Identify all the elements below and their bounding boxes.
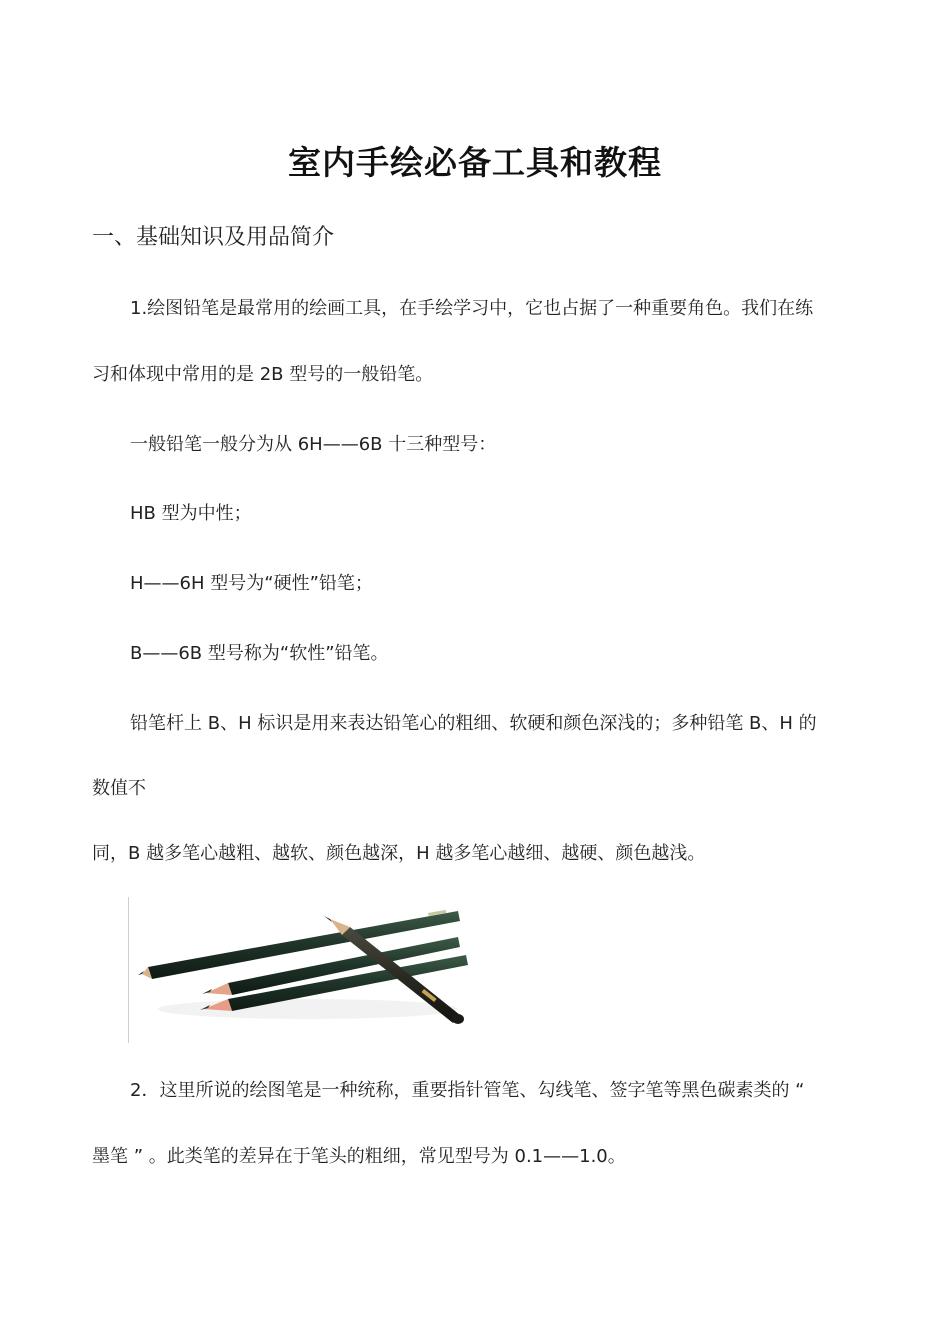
pencils-illustration bbox=[128, 897, 488, 1043]
paragraph-hb: HB 型为中性； bbox=[130, 503, 252, 524]
pencils-photo-icon bbox=[128, 897, 488, 1043]
paragraph-1-line-2: 习和体现中常用的是 2B 型号的一般铅笔。 bbox=[92, 364, 434, 385]
paragraph-marks-line-2: 数值不 bbox=[92, 778, 146, 799]
paragraph-1-line-1: 1.绘图铅笔是最常用的绘画工具，在手绘学习中，它也占据了一种重要角色。我们在练 bbox=[130, 298, 814, 319]
paragraph-soft: B——6B 型号称为“软性”铅笔。 bbox=[130, 643, 389, 664]
page-title: 室内手绘必备工具和教程 bbox=[288, 143, 662, 182]
section-heading: 一、基础知识及用品简介 bbox=[92, 225, 335, 250]
paragraph-marks-line-3: 同，B 越多笔心越粗、越软、颜色越深，H 越多笔心越细、越硬、颜色越浅。 bbox=[92, 843, 706, 864]
paragraph-2-line-1: 2．这里所说的绘图笔是一种统称，重要指针管笔、勾线笔、签字笔等黑色碳素类的 “ bbox=[130, 1080, 805, 1101]
paragraph-marks-line-1: 铅笔杆上 B、H 标识是用来表达铅笔心的粗细、软硬和颜色深浅的；多种铅笔 B、H 的 bbox=[130, 713, 817, 734]
paragraph-hard: H——6H 型号为“硬性”铅笔； bbox=[130, 573, 373, 594]
paragraph-pencil-grades: 一般铅笔一般分为从 6H——6B 十三种型号： bbox=[130, 434, 497, 455]
paragraph-2-line-2: 墨笔 ” 。此类笔的差异在于笔头的粗细，常见型号为 0.1——1.0。 bbox=[92, 1146, 626, 1167]
